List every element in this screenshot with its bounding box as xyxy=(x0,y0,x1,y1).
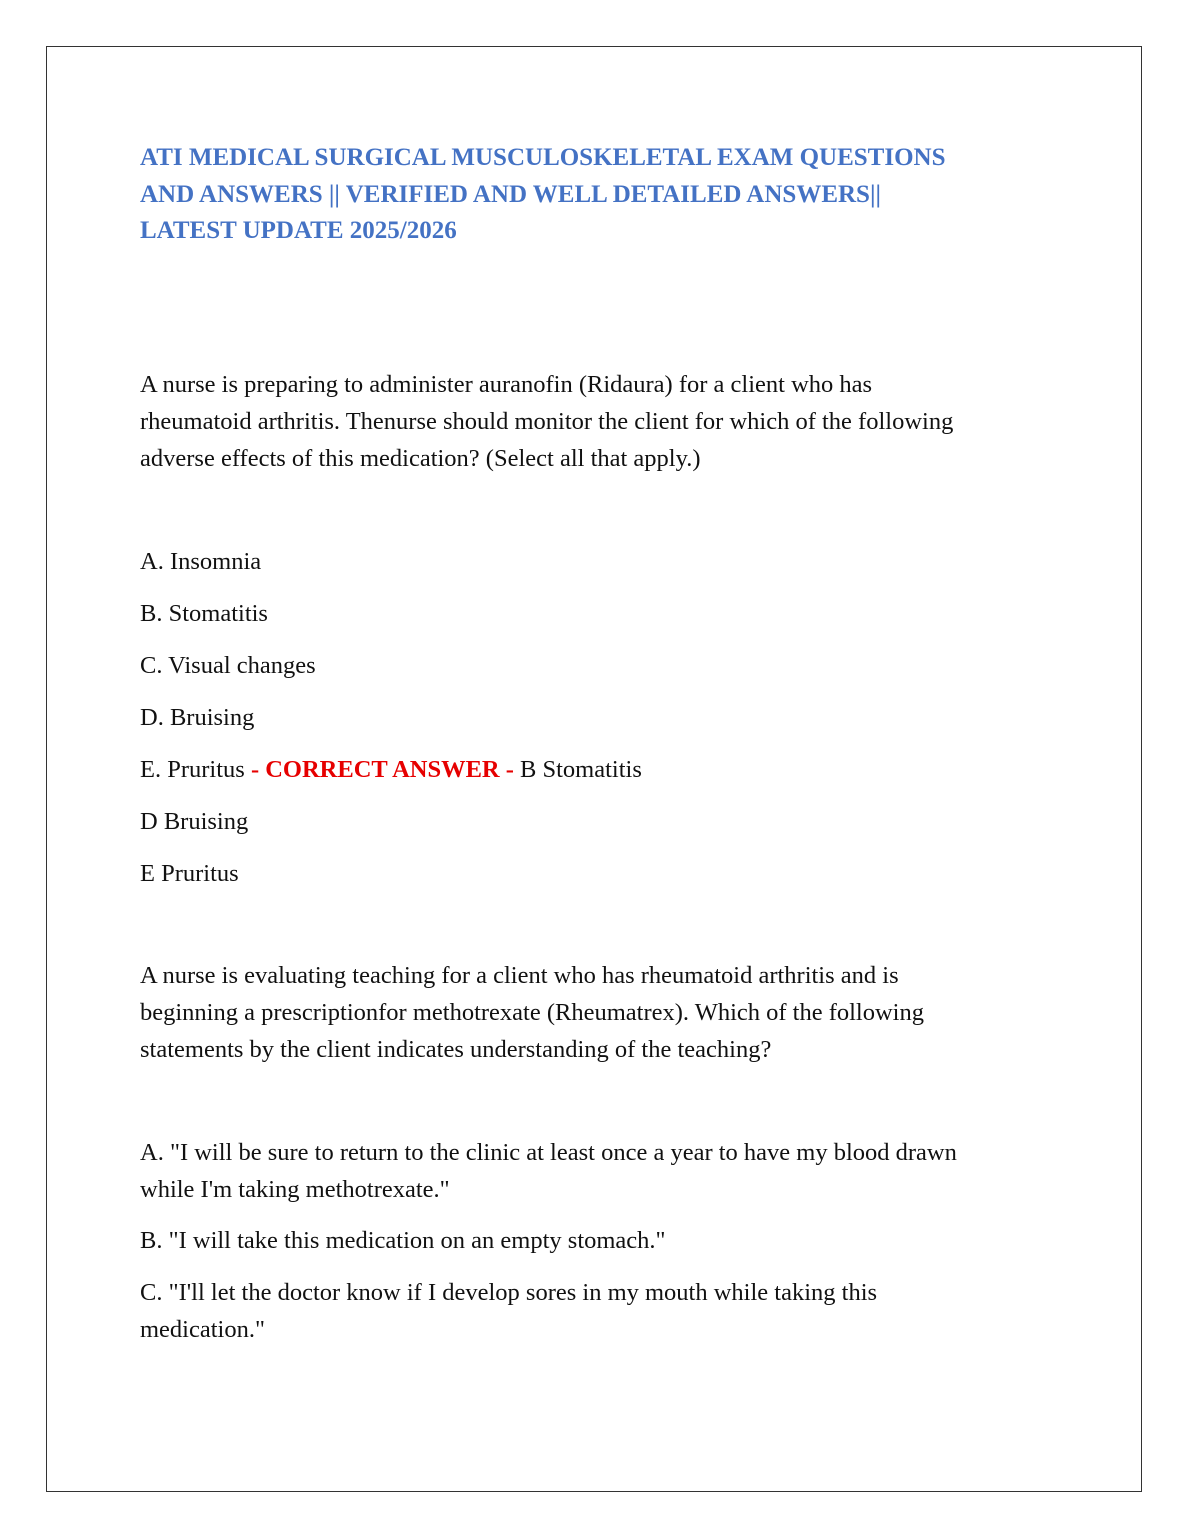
q1-answer-e: E Pruritus xyxy=(140,860,239,887)
question-line: beginning a prescriptionfor methotrexate (Rheumatrex). Which of the following xyxy=(140,999,924,1026)
title-line: ATI MEDICAL SURGICAL MUSCULOSKELETAL EXAM QUESTIONS xyxy=(140,144,946,171)
option-line: A. "I will be sure to return to the clinic at least once a year to have my blood drawn xyxy=(140,1139,957,1166)
q2-option-c xyxy=(140,1274,877,1348)
q1-answer-d: D Bruising xyxy=(140,808,249,835)
title-line: LATEST UPDATE 2025/2026 xyxy=(140,217,457,244)
q2-option-a xyxy=(140,1134,957,1208)
q1-option-d: D. Bruising xyxy=(140,704,255,731)
question-1-text xyxy=(140,366,953,477)
question-line: rheumatoid arthritis. Thenurse should monitor the client for which of the following xyxy=(140,408,954,435)
question-line: adverse effects of this medication? (Select all that apply.) xyxy=(140,445,701,472)
q1-option-e-with-answer xyxy=(140,751,642,788)
q1-option-a: A. Insomnia xyxy=(140,548,262,575)
option-line: C. "I'll let the doctor know if I develop sores in my mouth while taking this xyxy=(140,1279,878,1306)
document-title xyxy=(140,140,1060,250)
question-line: A nurse is evaluating teaching for a client who has rheumatoid arthritis and is xyxy=(140,962,899,989)
q1-option-b: B. Stomatitis xyxy=(140,600,268,627)
q1-option-c: C. Visual changes xyxy=(140,652,316,679)
q2-option-b: B. "I will take this medication on an empty stomach." xyxy=(140,1227,666,1254)
question-line: A nurse is preparing to administer auranofin (Ridaura) for a client who has xyxy=(140,371,873,398)
question-2-text xyxy=(140,957,924,1068)
correct-answer-marker: - CORRECT ANSWER - xyxy=(250,756,514,783)
option-line: while I'm taking methotrexate." xyxy=(140,1176,450,1203)
option-line: medication." xyxy=(140,1316,265,1343)
title-line: AND ANSWERS || VERIFIED AND WELL DETAILED ANSWERS|| xyxy=(140,180,881,208)
q1-answer-first: B Stomatitis xyxy=(520,756,642,783)
q1-option-e: E. Pruritus xyxy=(140,756,245,783)
question-line: statements by the client indicates understanding of the teaching? xyxy=(140,1036,772,1063)
